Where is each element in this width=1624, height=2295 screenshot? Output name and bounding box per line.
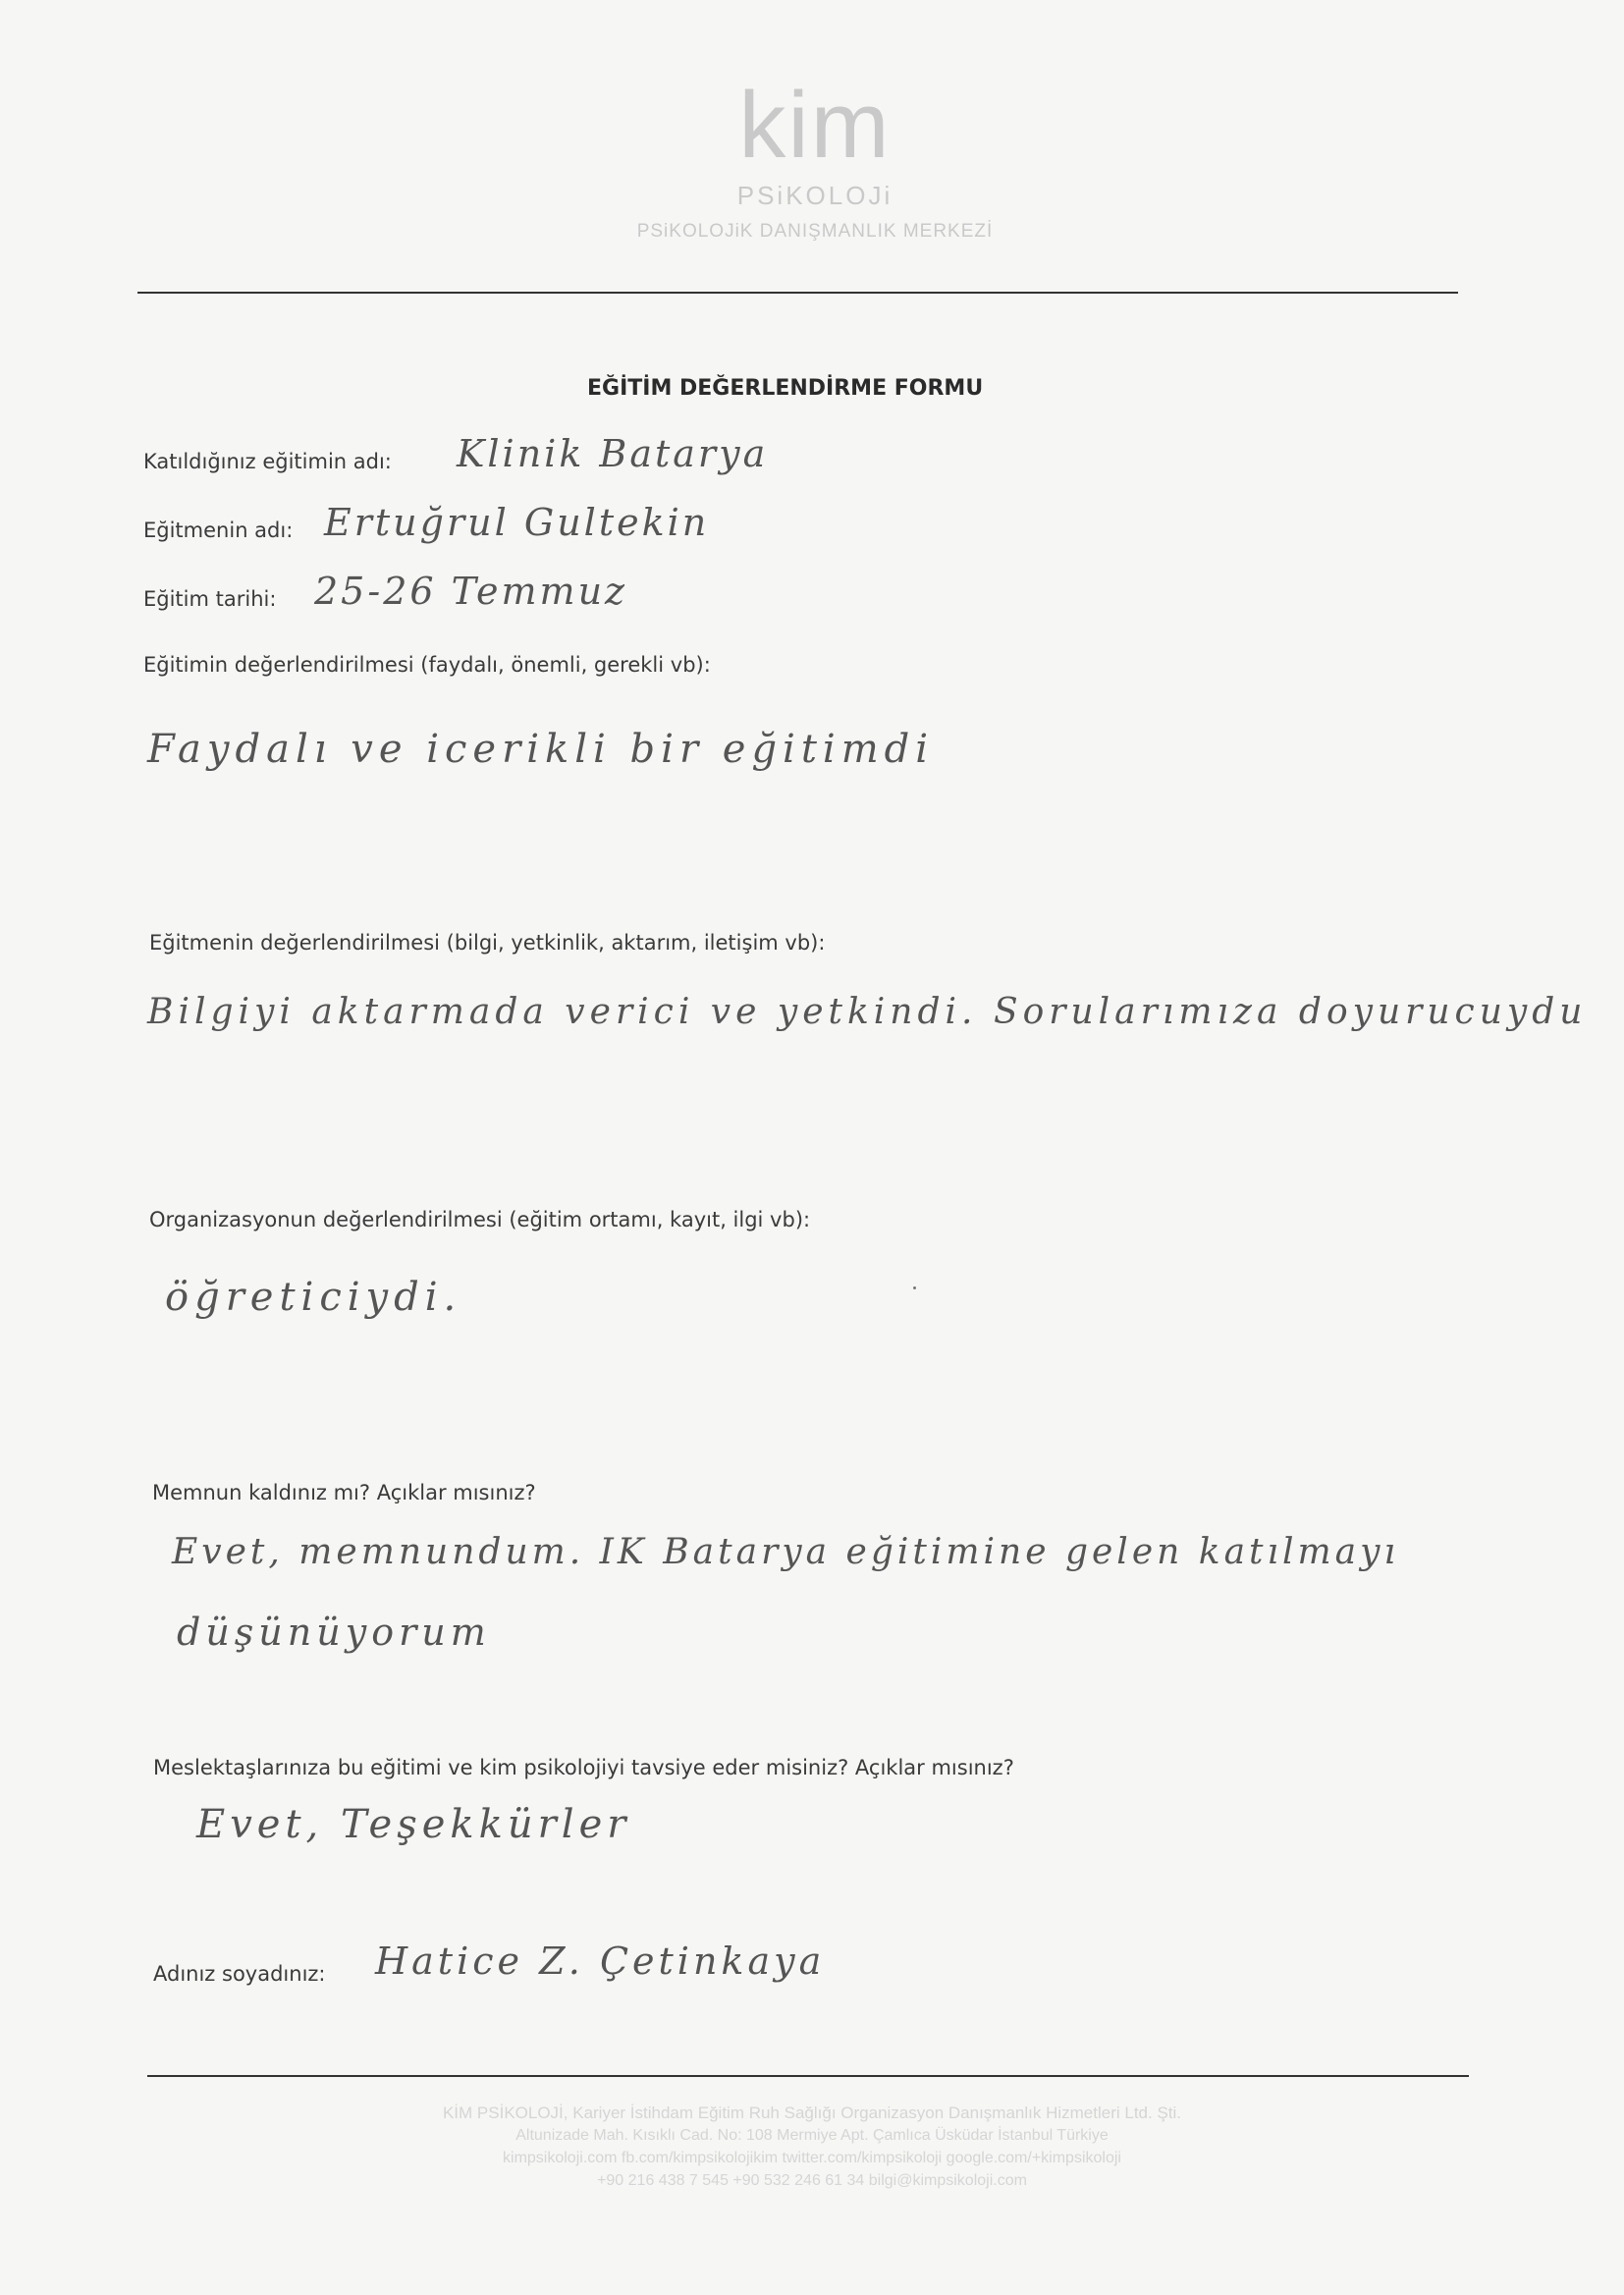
training-date-label: Eğitim tarihi:: [143, 587, 277, 611]
full-name-label: Adınız soyadınız:: [153, 1962, 326, 1986]
logo-name: PSiKOLOJi: [736, 181, 893, 210]
trainer-name-value: Ertuğrul Gultekin: [324, 501, 710, 544]
trainer-name-label: Eğitmenin adı:: [143, 519, 294, 542]
question-organization-label: Organizasyonun değerlendirilmesi (eğitim ortamı, kayıt, ilgi vb):: [149, 1208, 811, 1231]
training-name-label: Katıldığınız eğitimin adı:: [143, 450, 392, 473]
scan-speck: [913, 1286, 916, 1289]
question-satisfaction-answer-line2: düşünüyorum: [177, 1611, 491, 1654]
header-divider: [137, 292, 1458, 294]
question-recommend-answer: Evet, Teşekkürler: [196, 1802, 631, 1847]
logo-tagline: PSiKOLOJiK DANIŞMANLIK MERKEZİ: [636, 221, 994, 242]
kim-psikoloji-logo: [589, 73, 1041, 243]
training-name-value: Klinik Batarya: [457, 432, 769, 475]
logo-mark: kim: [738, 73, 892, 178]
question-trainer-label: Eğitmenin değerlendirilmesi (bilgi, yetkinlik, aktarım, iletişim vb):: [149, 931, 826, 955]
question-trainer-answer: Bilgiyi aktarmada verici ve yetkindi. Sorularımıza doyurucuydu: [147, 992, 1588, 1032]
question-organization-answer: öğreticiydi.: [165, 1275, 462, 1320]
question-satisfaction-label: Memnun kaldınız mı? Açıklar mısınız?: [152, 1481, 536, 1504]
footer-contact: +90 216 438 7 545 +90 532 246 61 34 bilgi@kimpsikoloji.com: [597, 2172, 1027, 2189]
footer-company: KİM PSİKOLOJİ, Kariyer İstihdam Eğitim Ruh Sağlığı Organizasyon Danışmanlık Hizmetleri Ltd. Şti.: [442, 2104, 1182, 2122]
full-name-value: Hatice Z. Çetinkaya: [375, 1940, 826, 1983]
training-date-value: 25-26 Temmuz: [314, 570, 628, 613]
question-training-label: Eğitimin değerlendirilmesi (faydalı, önemli, gerekli vb):: [143, 653, 711, 677]
question-training-answer: Faydalı ve icerikli bir eğitimdi: [147, 727, 935, 772]
footer-web: kimpsikoloji.com fb.com/kimpsikolojikim twitter.com/kimpsikoloji google.com/+kimpsikoloji: [503, 2150, 1121, 2166]
question-satisfaction-answer-line1: Evet, memnundum. IK Batarya eğitimine gelen katılmayı: [172, 1532, 1399, 1572]
question-recommend-label: Meslektaşlarınıza bu eğitimi ve kim psikolojiyi tavsiye eder misiniz? Açıklar mısınız?: [153, 1756, 1014, 1779]
footer-divider: [147, 2075, 1469, 2077]
form-title: EĞİTİM DEĞERLENDİRME FORMU: [587, 376, 984, 401]
footer-address: Altunizade Mah. Kısıklı Cad. No: 108 Mermiye Apt. Çamlıca Üsküdar İstanbul Türkiye: [515, 2127, 1109, 2144]
footer: [0, 2102, 1624, 2192]
